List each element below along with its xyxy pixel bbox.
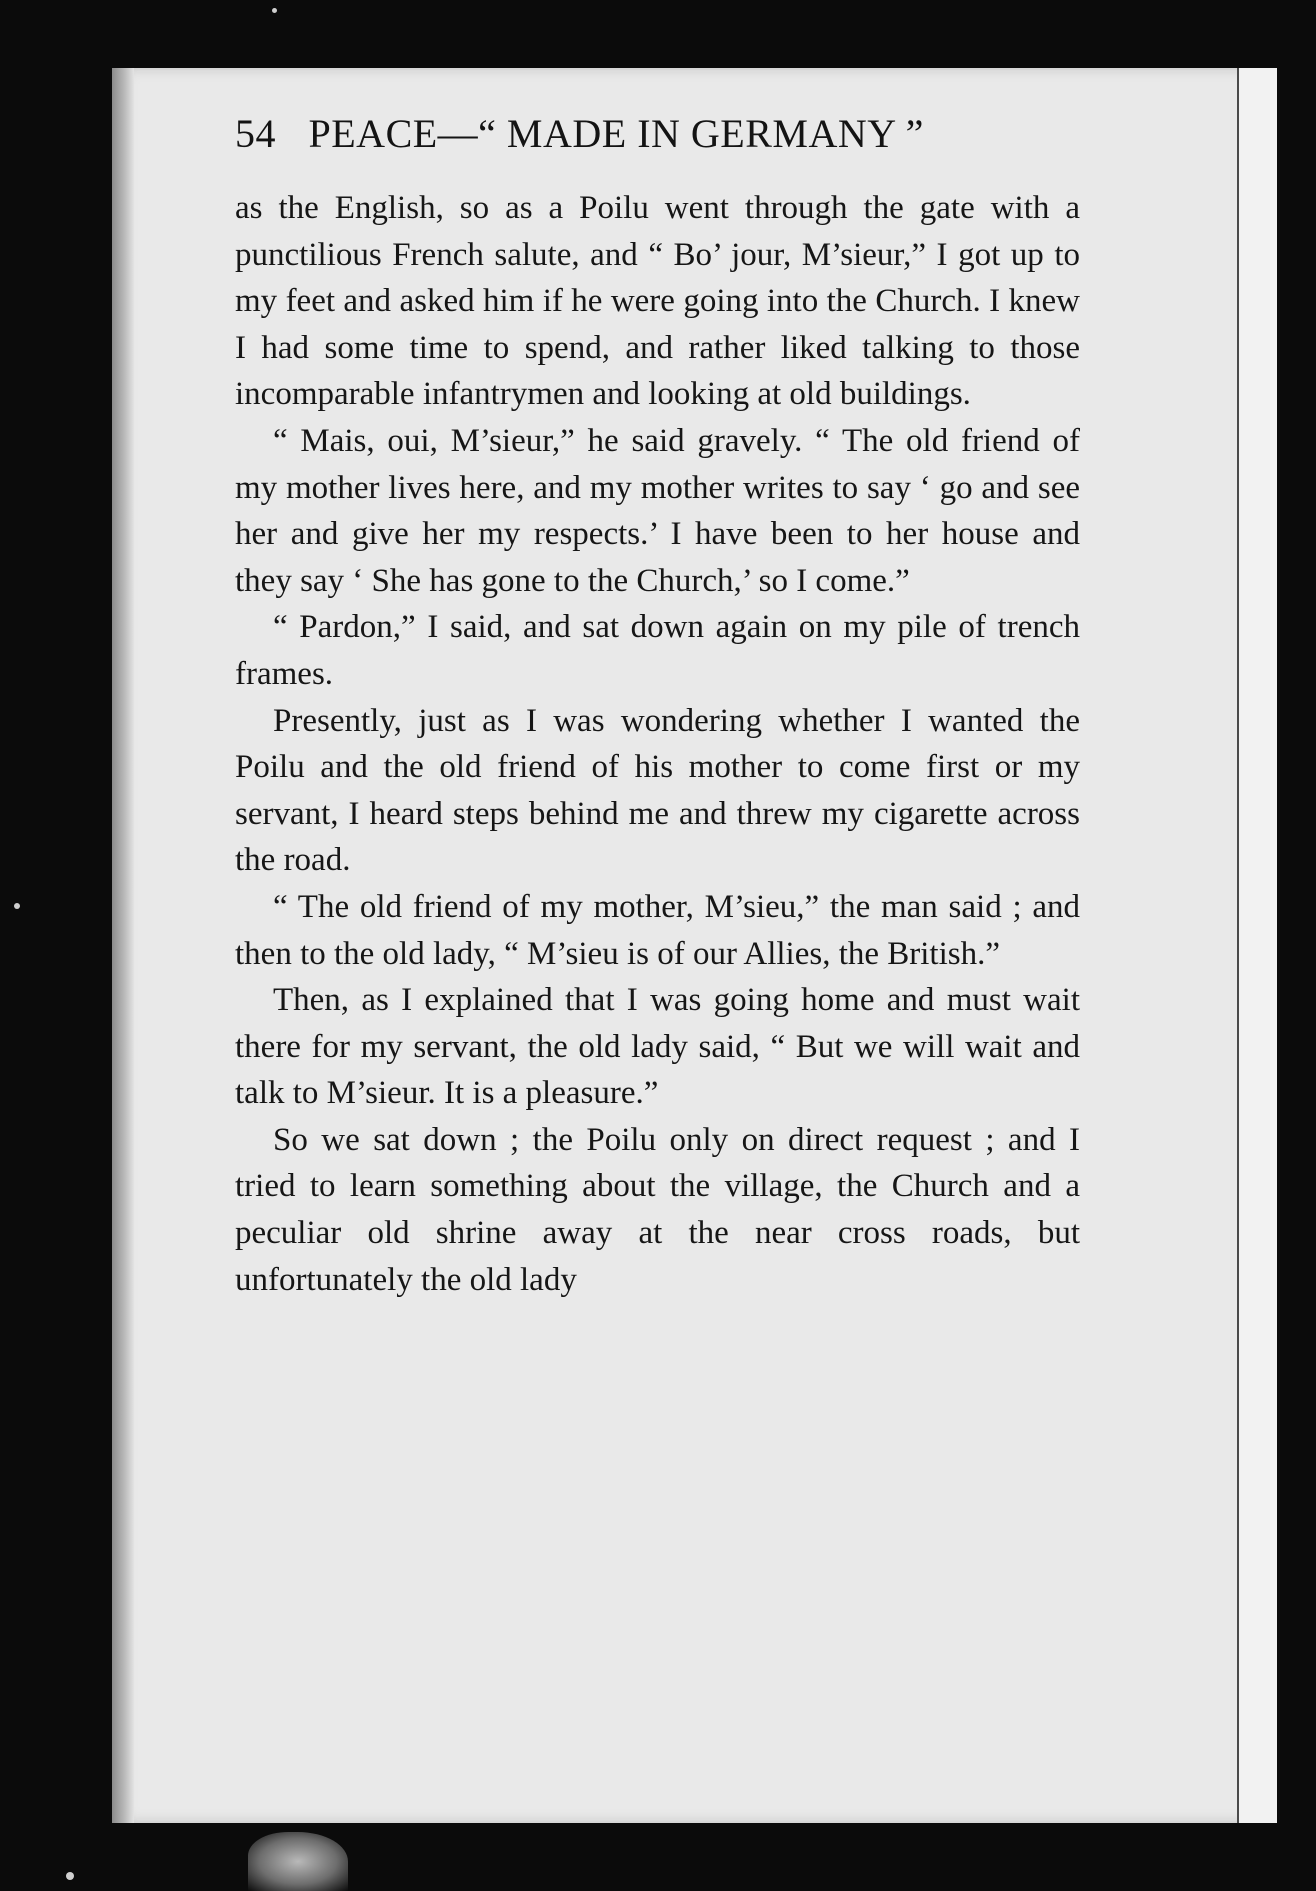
paragraph: “ Pardon,” I said, and sat down again on my pile of trench frames. <box>235 609 1080 692</box>
scan-speck <box>14 903 20 909</box>
scan-speck <box>272 8 277 13</box>
paragraph: “ Mais, oui, M’sieur,” he said gravely. “ The old friend of my mother lives here, and my mother writes to say ‘ go and see her and give her my respects.’ I have been to her house and they say ‘ She has gone to the Church,’ so I come.” <box>235 422 1080 599</box>
paragraph: “ The old friend of my mother, M’sieu,” the man said ; and then to the old lady, “ M’sieu is of our Allies, the British.” <box>235 888 1080 972</box>
paragraph: Presently, just as I was wondering whether I wanted the Poilu and the old friend of his mother to come first or my servant, I heard steps behind me and threw my cigarette across the road. <box>235 702 1080 879</box>
facing-page-edge <box>1237 68 1277 1823</box>
page-number: 54 <box>235 111 276 156</box>
page-gutter-shadow <box>112 68 134 1823</box>
paragraph: as the English, so as a Poilu went through the gate with a punctilious French salute, and “ Bo’ jour, M’sieur,” I got up to my feet and asked him if he were going into the Church. I knew I had some time to spend, and rather liked talking to those incomparable infantrymen and looking at old buildings. <box>235 190 1080 413</box>
running-title: PEACE—“ MADE IN GERMANY ” <box>308 111 924 156</box>
scan-speck <box>66 1872 74 1880</box>
paragraph: Then, as I explained that I was going home and must wait there for my servant, the old lady said, “ But we will wait and talk to M’sieur. It is a pleasure.” <box>235 982 1080 1112</box>
running-header <box>235 110 1075 157</box>
paragraph: So we sat down ; the Poilu only on direct request ; and I tried to learn something about the village, the Church and a peculiar old shrine away at the near cross roads, but unfortunately the old lady <box>235 1121 1080 1298</box>
scan-smudge <box>248 1832 348 1891</box>
body-text <box>235 185 1080 1303</box>
